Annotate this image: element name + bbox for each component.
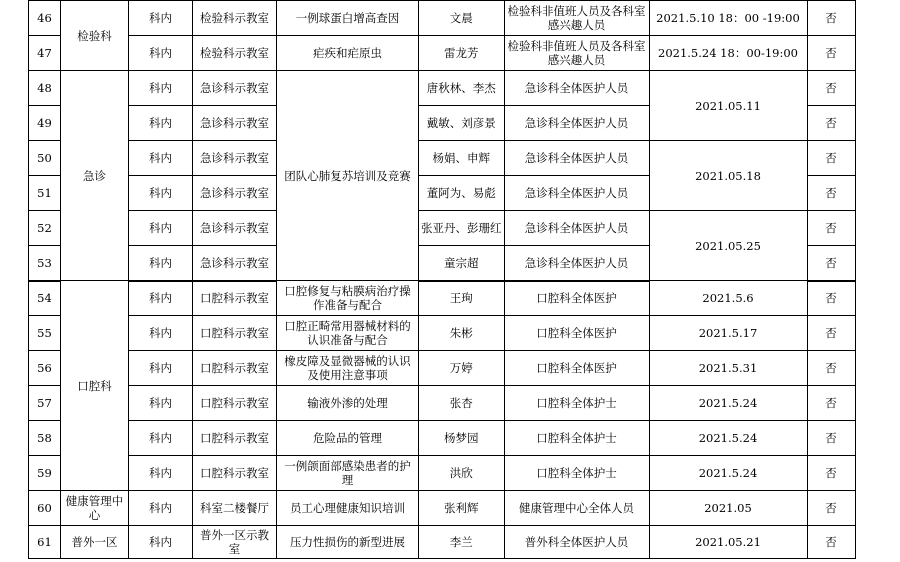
location-cell: 科室二楼餐厅 bbox=[193, 491, 277, 526]
location-cell: 口腔科示教室 bbox=[193, 351, 277, 386]
time-cell: 2021.5.10 18：00 -19:00 bbox=[649, 1, 807, 36]
scope-cell: 科内 bbox=[129, 281, 193, 316]
row-number: 58 bbox=[29, 421, 61, 456]
time-cell: 2021.5.17 bbox=[649, 316, 807, 351]
scope-cell: 科内 bbox=[129, 246, 193, 281]
table-row bbox=[29, 36, 856, 71]
scope-cell: 科内 bbox=[129, 526, 193, 559]
time-cell: 2021.5.24 bbox=[649, 386, 807, 421]
audience-cell: 急诊科全体医护人员 bbox=[504, 176, 649, 211]
table-row bbox=[29, 71, 856, 106]
audience-cell: 口腔科全体医护 bbox=[504, 316, 649, 351]
table-row bbox=[29, 351, 856, 386]
topic-cell: 压力性损伤的新型进展 bbox=[277, 526, 419, 559]
speaker-cell: 童宗超 bbox=[419, 246, 505, 281]
scope-cell: 科内 bbox=[129, 141, 193, 176]
training-schedule-table bbox=[28, 0, 856, 559]
topic-cell: 危险品的管理 bbox=[277, 421, 419, 456]
speaker-cell: 文晨 bbox=[419, 1, 505, 36]
scope-cell: 科内 bbox=[129, 386, 193, 421]
flag-cell: 否 bbox=[807, 421, 855, 456]
table-row bbox=[29, 421, 856, 456]
location-cell: 口腔科示教室 bbox=[193, 281, 277, 316]
table-row bbox=[29, 526, 856, 559]
flag-cell: 否 bbox=[807, 36, 855, 71]
audience-cell: 检验科非值班人员及各科室感兴趣人员 bbox=[504, 36, 649, 71]
audience-cell: 普外科全体医护人员 bbox=[504, 526, 649, 559]
location-cell: 急诊科示教室 bbox=[193, 141, 277, 176]
location-cell: 急诊科示教室 bbox=[193, 246, 277, 281]
topic-cell: 疟疾和疟原虫 bbox=[277, 36, 419, 71]
flag-cell: 否 bbox=[807, 491, 855, 526]
time-cell: 2021.05.25 bbox=[649, 211, 807, 281]
location-cell: 急诊科示教室 bbox=[193, 71, 277, 106]
location-cell: 口腔科示教室 bbox=[193, 316, 277, 351]
audience-cell: 急诊科全体医护人员 bbox=[504, 141, 649, 176]
row-number: 57 bbox=[29, 386, 61, 421]
flag-cell: 否 bbox=[807, 246, 855, 281]
speaker-cell: 万婷 bbox=[419, 351, 505, 386]
flag-cell: 否 bbox=[807, 1, 855, 36]
flag-cell: 否 bbox=[807, 386, 855, 421]
audience-cell: 口腔科全体医护 bbox=[504, 351, 649, 386]
row-number: 61 bbox=[29, 526, 61, 559]
row-number: 55 bbox=[29, 316, 61, 351]
scope-cell: 科内 bbox=[129, 491, 193, 526]
audience-cell: 健康管理中心全体人员 bbox=[504, 491, 649, 526]
flag-cell: 否 bbox=[807, 176, 855, 211]
row-number: 46 bbox=[29, 1, 61, 36]
location-cell: 急诊科示教室 bbox=[193, 176, 277, 211]
topic-cell: 口腔修复与粘膜病治疗操作准备与配合 bbox=[277, 281, 419, 316]
speaker-cell: 董阿为、易彪 bbox=[419, 176, 505, 211]
flag-cell: 否 bbox=[807, 526, 855, 559]
audience-cell: 急诊科全体医护人员 bbox=[504, 71, 649, 106]
row-number: 47 bbox=[29, 36, 61, 71]
flag-cell: 否 bbox=[807, 316, 855, 351]
row-number: 53 bbox=[29, 246, 61, 281]
flag-cell: 否 bbox=[807, 281, 855, 316]
audience-cell: 口腔科全体护士 bbox=[504, 386, 649, 421]
audience-cell: 急诊科全体医护人员 bbox=[504, 211, 649, 246]
table-row bbox=[29, 456, 856, 491]
time-cell: 2021.05 bbox=[649, 491, 807, 526]
audience-cell: 口腔科全体护士 bbox=[504, 421, 649, 456]
scope-cell: 科内 bbox=[129, 36, 193, 71]
speaker-cell: 李兰 bbox=[419, 526, 505, 559]
audience-cell: 检验科非值班人员及各科室感兴趣人员 bbox=[504, 1, 649, 36]
time-cell: 2021.5.24 bbox=[649, 456, 807, 491]
audience-cell: 急诊科全体医护人员 bbox=[504, 106, 649, 141]
location-cell: 检验科示教室 bbox=[193, 36, 277, 71]
speaker-cell: 洪欣 bbox=[419, 456, 505, 491]
scope-cell: 科内 bbox=[129, 456, 193, 491]
time-cell: 2021.5.24 18：00-19:00 bbox=[649, 36, 807, 71]
table-row bbox=[29, 281, 856, 316]
row-number: 52 bbox=[29, 211, 61, 246]
speaker-cell: 张杏 bbox=[419, 386, 505, 421]
row-number: 59 bbox=[29, 456, 61, 491]
speaker-cell: 杨梦园 bbox=[419, 421, 505, 456]
topic-cell: 橡皮障及显微器械的认识及使用注意事项 bbox=[277, 351, 419, 386]
topic-cell: 员工心理健康知识培训 bbox=[277, 491, 419, 526]
speaker-cell: 朱彬 bbox=[419, 316, 505, 351]
flag-cell: 否 bbox=[807, 456, 855, 491]
audience-cell: 急诊科全体医护人员 bbox=[504, 246, 649, 281]
time-cell: 2021.05.21 bbox=[649, 526, 807, 559]
time-cell: 2021.5.6 bbox=[649, 281, 807, 316]
row-number: 56 bbox=[29, 351, 61, 386]
flag-cell: 否 bbox=[807, 351, 855, 386]
table-row bbox=[29, 386, 856, 421]
department-cell: 健康管理中心 bbox=[61, 491, 129, 526]
time-cell: 2021.05.18 bbox=[649, 141, 807, 211]
scope-cell: 科内 bbox=[129, 71, 193, 106]
location-cell: 普外一区示教室 bbox=[193, 526, 277, 559]
location-cell: 检验科示教室 bbox=[193, 1, 277, 36]
scope-cell: 科内 bbox=[129, 176, 193, 211]
scope-cell: 科内 bbox=[129, 421, 193, 456]
flag-cell: 否 bbox=[807, 71, 855, 106]
scope-cell: 科内 bbox=[129, 211, 193, 246]
speaker-cell: 张利辉 bbox=[419, 491, 505, 526]
row-number: 50 bbox=[29, 141, 61, 176]
table-row bbox=[29, 1, 856, 36]
department-cell: 口腔科 bbox=[61, 281, 129, 491]
topic-cell: 一例球蛋白增高查因 bbox=[277, 1, 419, 36]
table-row bbox=[29, 316, 856, 351]
row-number: 54 bbox=[29, 281, 61, 316]
topic-cell: 口腔正畸常用器械材料的认识准备与配合 bbox=[277, 316, 419, 351]
time-cell: 2021.05.11 bbox=[649, 71, 807, 141]
speaker-cell: 王珣 bbox=[419, 281, 505, 316]
audience-cell: 口腔科全体护士 bbox=[504, 456, 649, 491]
topic-cell: 一例颌面部感染患者的护理 bbox=[277, 456, 419, 491]
table-row bbox=[29, 141, 856, 176]
flag-cell: 否 bbox=[807, 141, 855, 176]
location-cell: 口腔科示教室 bbox=[193, 386, 277, 421]
speaker-cell: 唐秋林、李杰 bbox=[419, 71, 505, 106]
audience-cell: 口腔科全体医护 bbox=[504, 281, 649, 316]
flag-cell: 否 bbox=[807, 106, 855, 141]
speaker-cell: 杨娟、申辉 bbox=[419, 141, 505, 176]
speaker-cell: 雷龙芳 bbox=[419, 36, 505, 71]
location-cell: 急诊科示教室 bbox=[193, 211, 277, 246]
topic-cell: 团队心肺复苏培训及竞赛 bbox=[277, 71, 419, 281]
flag-cell: 否 bbox=[807, 211, 855, 246]
row-number: 51 bbox=[29, 176, 61, 211]
location-cell: 口腔科示教室 bbox=[193, 421, 277, 456]
scope-cell: 科内 bbox=[129, 351, 193, 386]
location-cell: 口腔科示教室 bbox=[193, 456, 277, 491]
department-cell: 急诊 bbox=[61, 71, 129, 281]
table-row bbox=[29, 211, 856, 246]
time-cell: 2021.5.24 bbox=[649, 421, 807, 456]
table-row bbox=[29, 491, 856, 526]
topic-cell: 输液外渗的处理 bbox=[277, 386, 419, 421]
row-number: 60 bbox=[29, 491, 61, 526]
speaker-cell: 戴敏、刘彦景 bbox=[419, 106, 505, 141]
department-cell: 普外一区 bbox=[61, 526, 129, 559]
row-number: 49 bbox=[29, 106, 61, 141]
scope-cell: 科内 bbox=[129, 316, 193, 351]
scope-cell: 科内 bbox=[129, 1, 193, 36]
scope-cell: 科内 bbox=[129, 106, 193, 141]
row-number: 48 bbox=[29, 71, 61, 106]
speaker-cell: 张亚丹、彭珊红 bbox=[419, 211, 505, 246]
location-cell: 急诊科示教室 bbox=[193, 106, 277, 141]
department-cell: 检验科 bbox=[61, 1, 129, 71]
time-cell: 2021.5.31 bbox=[649, 351, 807, 386]
